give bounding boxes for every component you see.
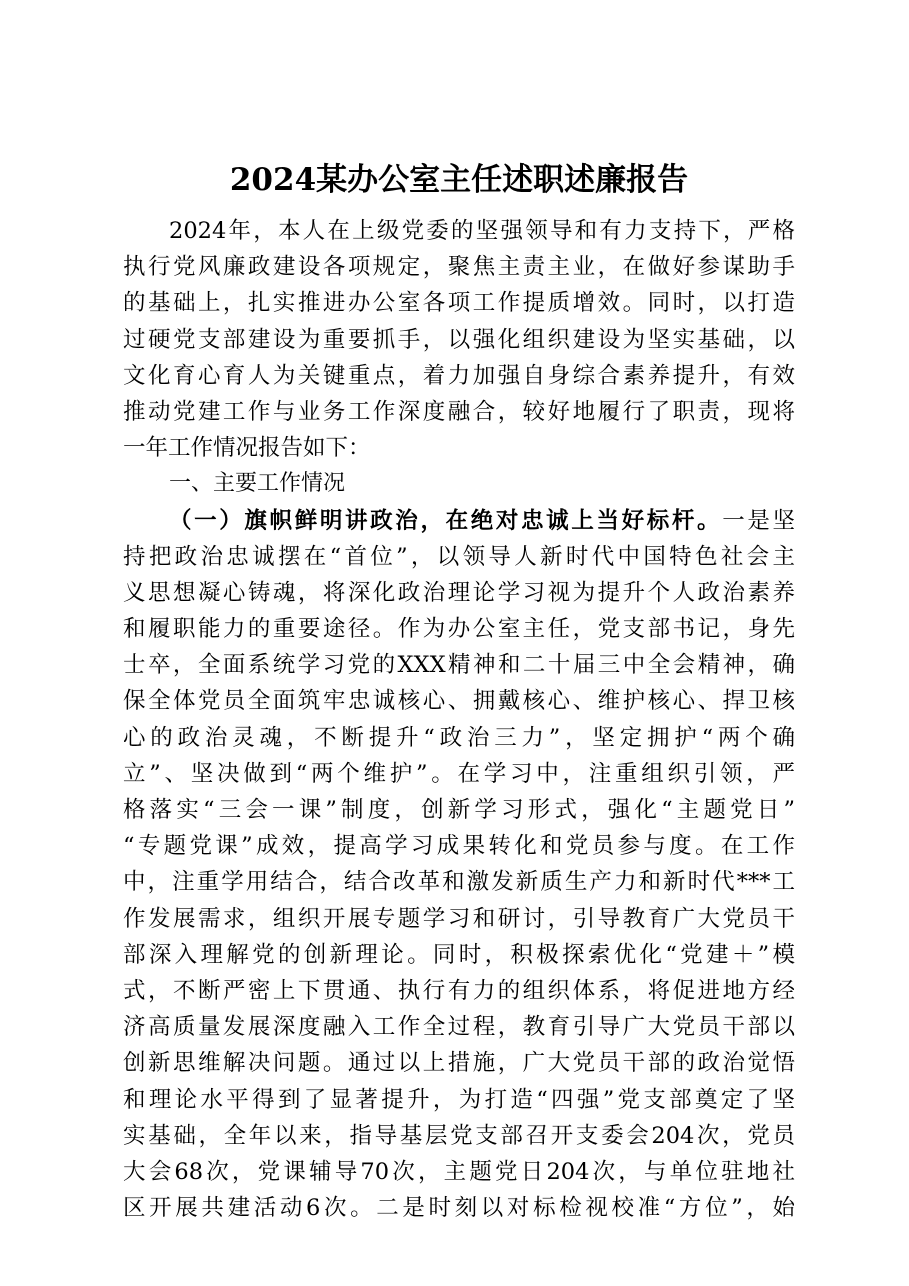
section-first-line	[123, 503, 795, 539]
document-body	[123, 213, 795, 1226]
paragraph-line: 文化育心育人为关键重点，着力加强自身综合素养提升，有效	[123, 362, 795, 389]
section-line: 士卒，全面系统学习党的XXX精神和二十届三中全会精神，确	[123, 652, 795, 679]
section-line: 和履职能力的重要途径。作为办公室主任，党支部书记，身先	[123, 616, 795, 643]
document-title: 2024某办公室主任述职述廉报告	[229, 162, 689, 198]
paragraph-line: 的基础上，扎实推进办公室各项工作提质增效。同时，以打造	[123, 290, 795, 317]
section-line: 作发展需求，组织开展专题学习和研讨，引导教育广大党员干	[123, 905, 795, 932]
section-line: 义思想凝心铸魂，将深化政治理论学习视为提升个人政治素养	[123, 579, 795, 606]
paragraph-line: 一年工作情况报告如下：	[123, 435, 371, 462]
section-line: 大会68次，党课辅导70次，主题党日204次，与单位驻地社	[123, 1158, 795, 1185]
section-line: 部深入理解党的创新理论。同时，积极探索优化“党建＋”模	[123, 941, 795, 968]
section-line: 中，注重学用结合，结合改革和激发新质生产力和新时代***工	[123, 869, 795, 896]
section-line: 格落实“三会一课”制度，创新学习形式，强化“主题党日”	[123, 797, 795, 823]
section-line: 立”、坚决做到“两个维护”。在学习中，注重组织引领，严	[123, 760, 795, 787]
section-line: 式，不断严密上下贯通、执行有力的组织体系，将促进地方经	[123, 977, 795, 1004]
section-line: 和理论水平得到了显著提升，为打造“四强”党支部奠定了坚	[123, 1086, 795, 1113]
section-line: “专题党课”成效，提高学习成果转化和党员参与度。在工作	[123, 833, 795, 860]
paragraph-line: 过硬党支部建设为重要抓手，以强化组织建设为坚实基础，以	[123, 326, 795, 353]
section-line: 济高质量发展深度融入工作全过程，教育引导广大党员干部以	[123, 1014, 795, 1041]
paragraph-line: 2024年，本人在上级党委的坚强领导和有力支持下，严格	[169, 218, 795, 244]
section-heading: 一、主要工作情况	[169, 471, 346, 497]
paragraph-line: 执行党风廉政建设各项规定，聚焦主责主业，在做好参谋助手	[123, 254, 795, 281]
section-line: 实基础，全年以来，指导基层党支部召开支委会204次，党员	[123, 1122, 795, 1149]
section-line: 创新思维解决问题。通过以上措施，广大党员干部的政治觉悟	[123, 1050, 795, 1077]
section-line: 区开展共建活动6次。二是时刻以对标检视校准“方位”，始	[123, 1195, 795, 1222]
section-line: 持把政治忠诚摆在“首位”，以领导人新时代中国特色社会主	[123, 543, 795, 570]
section-line: 心的政治灵魂，不断提升“政治三力”，坚定拥护“两个确	[123, 724, 795, 751]
section-line: 保全体党员全面筑牢忠诚核心、拥戴核心、维护核心、捍卫核	[123, 688, 795, 715]
section-first-line-rest: 一是坚	[722, 507, 795, 534]
paragraph-line: 推动党建工作与业务工作深度融合，较好地履行了职责，现将	[123, 398, 795, 425]
section-subheading: （一）旗帜鲜明讲政治，在绝对忠诚上当好标杆。	[169, 507, 723, 534]
